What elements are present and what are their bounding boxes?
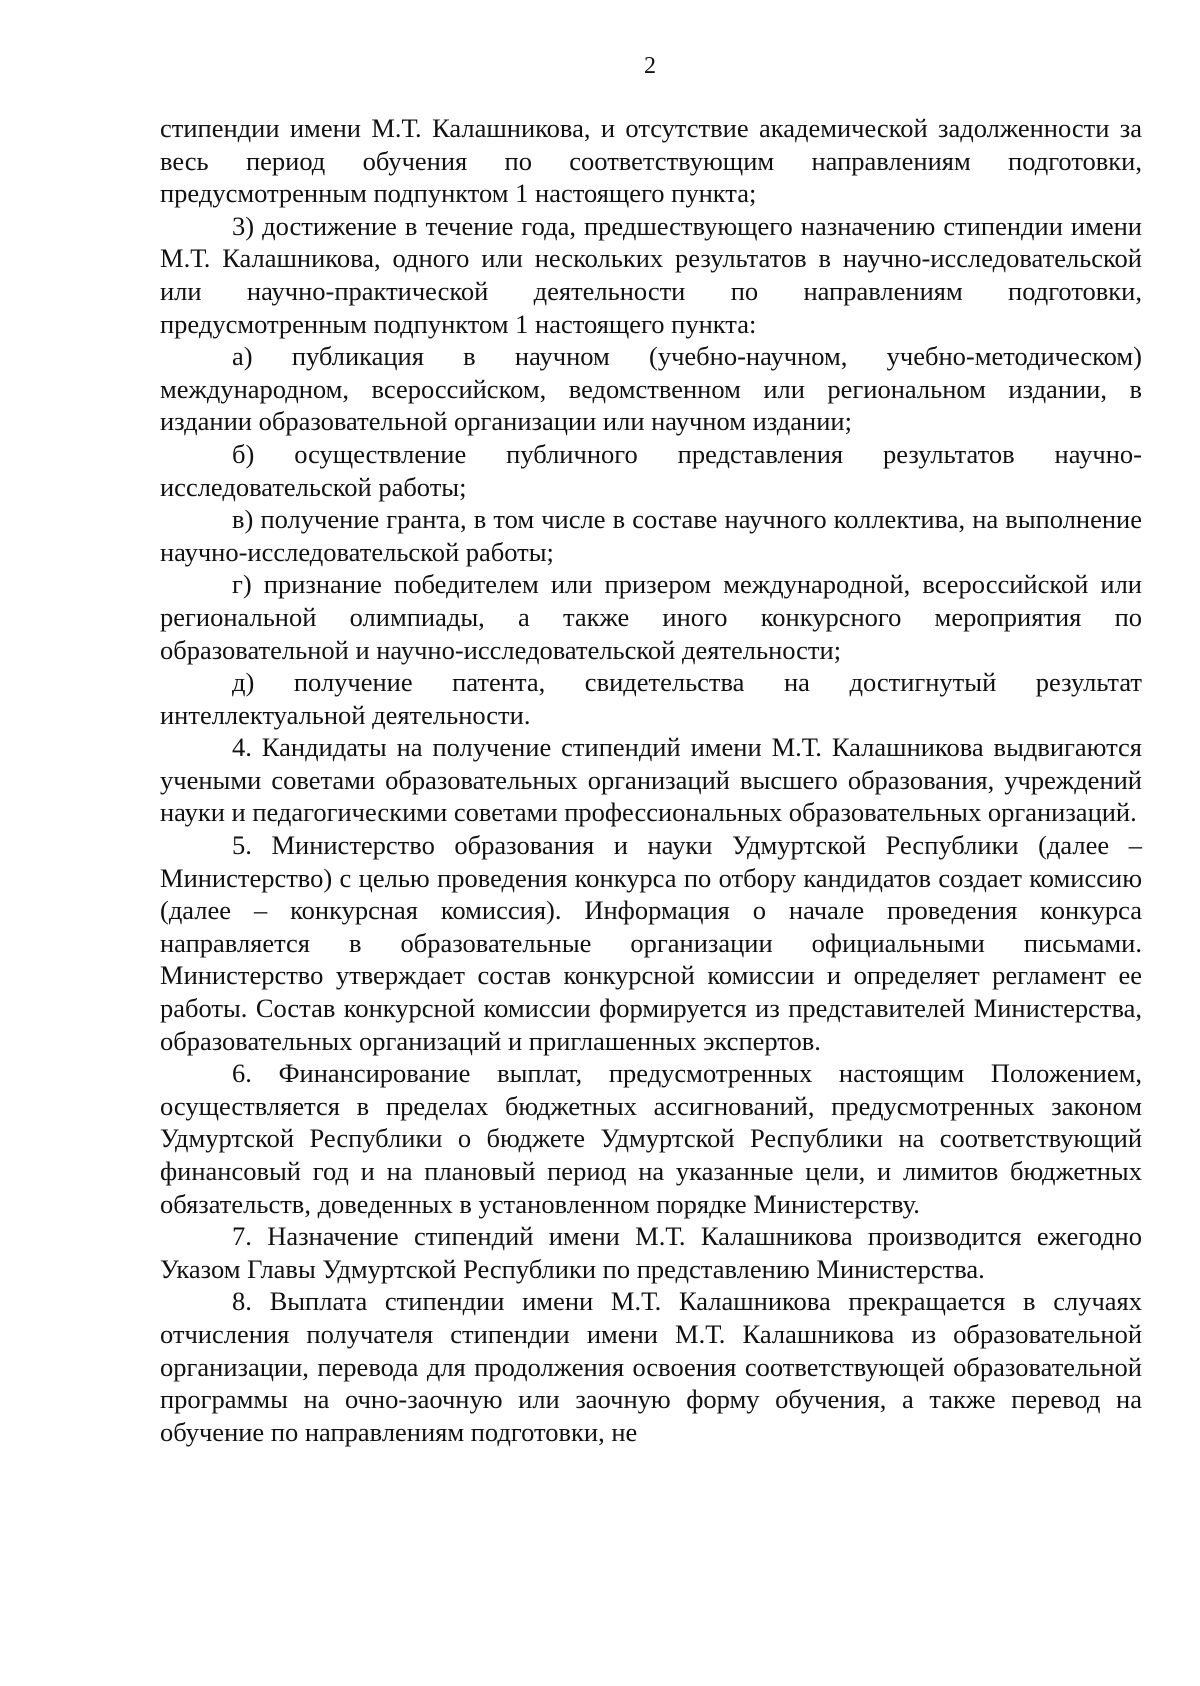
paragraph-section-4: 4. Кандидаты на получение стипендий имени М.Т. Калашникова выдвигаются учеными советами образовательных организаций высшего образования, учреждений науки и педагогическими советами профессиональных образовательных организаций. xyxy=(160,732,1142,828)
paragraph-section-7: 7. Назначение стипендий имени М.Т. Калашникова производится ежегодно Указом Главы Удмуртской Республики по представлению Министерства. xyxy=(160,1221,1142,1284)
paragraph-section-8: 8. Выплата стипендии имени М.Т. Калашникова прекращается в случаях отчисления получателя стипендии имени М.Т. Калашникова из образовательной организации, перевода для продолжения освоения соответствующей образовательной программы на очно-заочную или заочную форму обучения, а также перевод на обучение по направлениям подготовки, не xyxy=(160,1286,1142,1447)
paragraph-subitem-a: а) публикация в научном (учебно-научном, учебно-методическом) международном, всероссийском, ведомственном или региональном издании, в издании образовательной организации или научном издании; xyxy=(160,341,1142,437)
paragraph-item-3: 3) достижение в течение года, предшествующего назначению стипендии имени М.Т. Калашникова, одного или нескольких результатов в научно-исследовательской или научно-практической деятельности по направлениям подготовки, предусмотренным подпунктом 1 настоящего пункта: xyxy=(160,210,1142,339)
paragraph-subitem-b: б) осуществление публичного представления результатов научно-исследовательской работы; xyxy=(160,438,1142,502)
paragraph-subitem-v: в) получение гранта, в том числе в составе научного коллектива, на выполнение научно-исследовательской работы; xyxy=(160,504,1142,567)
paragraph-continuation: стипендии имени М.Т. Калашникова, и отсутствие академической задолженности за весь период обучения по соответствующим направлениям подготовки, предусмотренным подпунктом 1 настоящего пункта; xyxy=(160,113,1142,209)
paragraph-subitem-g: г) признание победителем или призером международной, всероссийской или региональной олимпиады, а также иного конкурсного мероприятия по образовательной и научно-исследовательской деятельности; xyxy=(160,569,1142,665)
paragraph-subitem-d: д) получение патента, свидетельства на достигнутый результат интеллектуальной деятельности. xyxy=(160,667,1142,730)
page-number: 2 xyxy=(644,53,656,79)
paragraph-section-5: 5. Министерство образования и науки Удмуртской Республики (далее – Министерство) с целью проведения конкурса по отбору кандидатов создает комиссию (далее – конкурсная комиссия). Информация о начале проведения конкурса направляется в образовательные организации официальными письмами. Министерство утверждает состав конкурсной комиссии и определяет регламент ее работы. Состав конкурсной комиссии формируется из представителей Министерства, образовательных организаций и приглашенных экспертов. xyxy=(160,830,1142,1056)
document-body xyxy=(160,112,1142,1448)
paragraph-section-6: 6. Финансирование выплат, предусмотренных настоящим Положением, осуществляется в пределах бюджетных ассигнований, предусмотренных законом Удмуртской Республики о бюджете Удмуртской Республики на соответствующий финансовый год и на плановый период на указанные цели, и лимитов бюджетных обязательств, доведенных в установленном порядке Министерству. xyxy=(160,1058,1142,1219)
